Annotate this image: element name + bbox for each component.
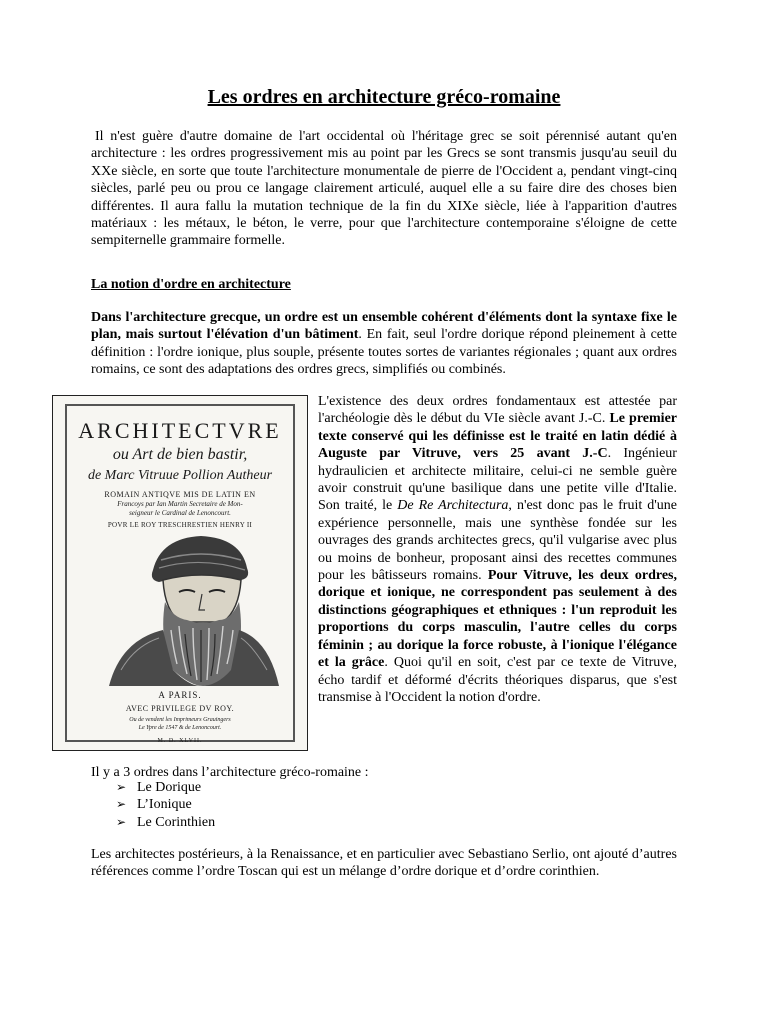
vitruvius-bold-2: Pour Vitruve, les deux ordres, dorique et ionique, ne correspondent pas seulement à des distinctions géographiques et ethniques : l'un reproduit les proportions du corps masculin, l'autre celles du corps féminin ; au dorique la force robuste, à l'ionique l'élégance et la grâce xyxy=(318,568,677,671)
orders-list xyxy=(116,779,215,831)
vitruvius-text-4: . Quoi qu'il en soit, c'est par ce texte de Vitruve, écho tardif et déformé d'écrits théoriques disparus, que s'est transmise à l'Occident la notion d'ordre. xyxy=(318,655,677,705)
figure-subtitle: ou Art de bien bastir, xyxy=(112,446,248,463)
figure-line-10: Ou de vendent les Imprimeurs Grauingers xyxy=(129,717,231,723)
vitruvius-portrait xyxy=(101,530,287,686)
figure-privilege: AVEC PRIVILEGE DV ROY. xyxy=(125,704,235,713)
arrow-bullet-icon: ➢ xyxy=(116,797,127,812)
intro-text: Il n'est guère d'autre domaine de l'art occidental où l'héritage grec se soit pérennisé autant qu'en architecture : les ordres progressivement mis au point par les Grecs se sont transmis jusqu'au seuil du XXe siècle, en sorte que toute l'architecture monumentale de pierre de l'Occident a, pendant vingt-cinq siècles, parlé peu ou prou ce langage clairement articulé, auquel elle a su faire dire des choses bien différentes. Il aura fallu la mutation technique de la fin du XIXe siècle, liée à l'apparition d'autres matériaux : les métaux, le béton, le verre, pour que l'architecture contemporaine s'éloigne de cette sempiternelle grammaire formelle. xyxy=(91,129,677,249)
intro-paragraph xyxy=(91,128,677,250)
treatise-title: De Re Architectura xyxy=(397,498,509,514)
list-item xyxy=(116,796,215,813)
vitruvius-text-2: . Ingénieur hydraulicien et architecte militaire, celui-ci ne semble guère avoir construit qu'une basilique dans une petite ville d'Italie. Son traité, le xyxy=(318,446,677,514)
order-label: L’Ionique xyxy=(137,797,192,813)
definition-rest: . En fait, seul l'ordre dorique répond pleinement à cette définition : l'ordre ionique, plus souple, présente toutes sortes de variantes régionales ; quant aux ordres romains, ce sont des adaptations des ordres grecs, simplifiés ou combinés. xyxy=(91,327,677,378)
list-item xyxy=(116,814,215,831)
list-item xyxy=(116,779,215,796)
vitruvius-text-1: L'existence des deux ordres fondamentaux est attestée par l'archéologie dès le début du VIe siècle avant J.-C. xyxy=(318,394,677,427)
section-heading: La notion d'ordre en architecture xyxy=(91,277,291,292)
figure-line-4: ROMAIN ANTIQVE MIS DE LATIN EN xyxy=(104,490,256,499)
arrow-bullet-icon: ➢ xyxy=(116,814,127,829)
figure-author: de Marc Vitruue Pollion Autheur xyxy=(87,468,273,483)
figure-line-7: POVR LE ROY TRESCHRESTIEN HENRY II xyxy=(107,521,253,529)
order-label: Le Dorique xyxy=(137,780,202,795)
vitruvius-text-3: , n'est donc pas le fruit d'une expérience personnelle, mais une synthèse fondée sur les ouvrages des grands architectes grecs, qu'il vulgarise avec plus ou moins de bonheur, proposant ainsi des recettes communes pour les bâtisseurs romains. xyxy=(318,498,677,584)
figure-title: ARCHITECTVRE xyxy=(78,418,282,443)
vitruvius-title-page-image xyxy=(52,395,308,751)
vitruvius-paragraph xyxy=(318,393,677,706)
definition-bold: Dans l'architecture grecque, un ordre est un ensemble cohérent d'éléments dont la syntaxe fixe le plan, mais surtout l'élévation d'un bâtiment xyxy=(91,310,677,343)
figure-line-11: Le Ypre de 1547 & de Lenoncourt. xyxy=(138,725,222,731)
vitruvius-bold-1: Le premier texte conservé qui les définisse est le traité en latin dédié à Auguste par Vitruve, vers 25 avant J.-C xyxy=(318,411,677,462)
orders-intro: Il y a 3 ordres dans l’architecture gréco-romaine : xyxy=(91,765,369,780)
order-label: Le Corinthien xyxy=(137,814,216,830)
figure-place: A PARIS. xyxy=(158,690,202,700)
definition-paragraph xyxy=(91,309,677,379)
figure-line-6: seigneur le Cardinal de Lenoncourt. xyxy=(129,509,231,517)
arrow-bullet-icon: ➢ xyxy=(116,780,127,794)
title-page-frame xyxy=(65,404,295,742)
figure-date: M. D. XLVII. xyxy=(157,738,203,744)
figure-line-5: Francoys par Ian Martin Secretaire de Mon- xyxy=(117,500,243,508)
page-title: Les ordres en architecture gréco-romaine xyxy=(207,86,561,108)
conclusion-paragraph: Les architectes postérieurs, à la Renaissance, et en particulier avec Sebastiano Serlio, ont ajouté d’autres références comme l’ordre Toscan qui est un mélange d’ordre dorique et d’ordre corinthien. xyxy=(91,847,677,880)
